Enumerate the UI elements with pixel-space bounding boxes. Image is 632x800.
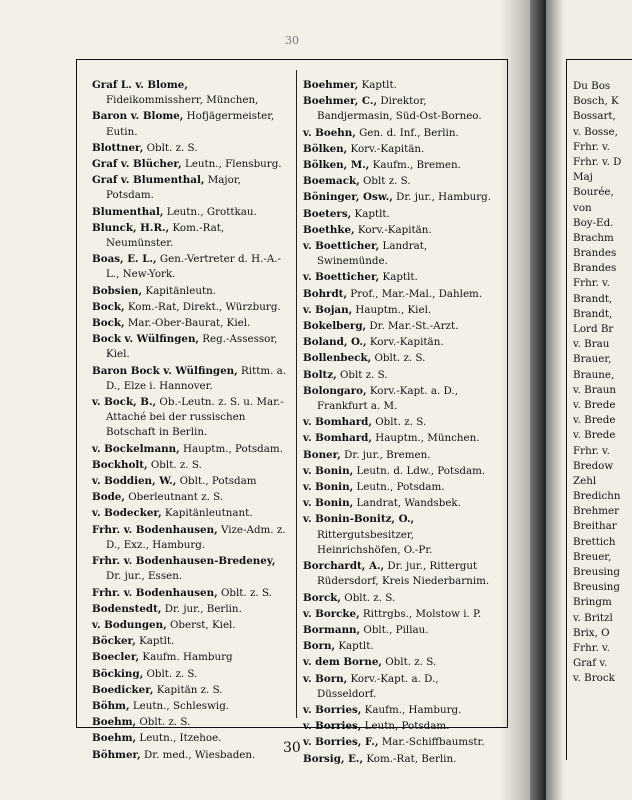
entry-name: Bodenstedt, — [92, 602, 162, 615]
facing-page-fragment: Du Bos — [573, 80, 611, 92]
entry-name: Bode, — [92, 491, 125, 504]
facing-page-fragment: Lord Br — [573, 323, 614, 335]
entry-name: Böhmer, — [92, 748, 141, 761]
entry-name: Böhm, — [92, 699, 130, 712]
directory-entry — [303, 174, 499, 189]
entry-details: Kapitän z. S. — [153, 683, 223, 696]
entry-details: Leutn., Schleswig. — [129, 699, 230, 712]
directory-entry — [92, 667, 288, 682]
entry-details: Kaufm., Bremen. — [369, 159, 461, 172]
entry-details: Kom.-Rat, Berlin. — [363, 752, 457, 765]
entry-name: Graf v. Blücher, — [92, 158, 182, 171]
entry-details: Fideikommissherr, München, — [106, 94, 259, 107]
entry-name: Böcker, — [92, 635, 136, 648]
entry-details: Oblt. z. S. — [341, 591, 396, 604]
facing-page-fragment: v. Brau — [573, 338, 610, 351]
entry-name: Bock, — [92, 317, 125, 330]
entry-name: v. Born, — [303, 672, 348, 685]
directory-entry — [92, 300, 288, 315]
entry-details: Hauptm., München. — [371, 432, 480, 445]
directory-entry — [303, 270, 499, 285]
top-page-number: 30 — [285, 34, 299, 47]
facing-page-fragment: Braune, — [573, 368, 615, 381]
directory-entry — [92, 683, 288, 698]
entry-name: v. Bock, B., — [92, 396, 157, 409]
entry-name: Bockholt, — [92, 458, 148, 471]
entry-details: Leutn. d. Ldw., Potsdam. — [353, 464, 486, 477]
directory-entry — [92, 554, 288, 584]
directory-entry — [303, 239, 499, 269]
entry-name: Borck, — [303, 591, 341, 604]
directory-entry — [92, 748, 288, 763]
entry-name: Böcking, — [92, 667, 144, 680]
directory-entry — [303, 464, 499, 479]
facing-page-fragment: Brauer, — [573, 353, 612, 366]
facing-page-fragment: Breusing — [573, 581, 621, 594]
directory-entry — [303, 368, 499, 383]
directory-entry — [92, 364, 288, 394]
directory-entry — [92, 109, 288, 139]
facing-page-fragment: Bringm — [573, 596, 612, 609]
entry-details: Rittergutsbesitzer, Heinrichshöfen, O.-Pr. — [317, 528, 433, 556]
entry-details: Oblt. z. S. — [371, 416, 427, 429]
entry-details: Mar.-Schiffbaumstr. — [378, 736, 485, 749]
entry-name: v. Bojan, — [303, 303, 353, 316]
entry-name: Bokelberg, — [303, 320, 367, 333]
directory-entry — [303, 496, 499, 511]
facing-page-fragment: Breithar — [573, 520, 617, 533]
entry-details: Korv.-Kapt. a. D., Frankfurt a. M. — [317, 384, 458, 413]
entry-name: v. Bonin, — [303, 481, 354, 494]
entry-details: Gen. d. Inf., Berlin. — [355, 126, 459, 139]
directory-entry — [303, 480, 499, 495]
directory-entry — [303, 351, 499, 366]
directory-entry — [303, 623, 499, 638]
entry-name: Bobsien, — [92, 284, 143, 297]
facing-page-fragment: Bourée, — [573, 186, 614, 199]
entry-name: Boehmer, — [303, 79, 359, 91]
entry-details: Mar.-Ober-Baurat, Kiel. — [124, 317, 251, 330]
directory-entry — [92, 157, 288, 172]
directory-entry — [92, 252, 288, 282]
entry-details: Rittrgbs., Molstow i. P. — [359, 607, 482, 620]
facing-page-fragment: Graf v. — [573, 657, 608, 670]
facing-page-fragment: Frhr. v. — [573, 140, 610, 153]
directory-entry — [92, 442, 288, 457]
directory-entry — [92, 221, 288, 251]
entry-details: Kom.-Rat, Neumünster. — [106, 221, 225, 250]
facing-page-fragment: Brandt, — [573, 307, 613, 320]
facing-page-fragment: Frhr. v. D — [573, 155, 622, 168]
entry-details: Oberst, Kiel. — [166, 618, 236, 631]
directory-entry — [303, 207, 499, 222]
column-divider — [296, 70, 297, 718]
facing-page-fragment: Brandes — [573, 262, 617, 275]
facing-page-fragment: v. Brock — [573, 672, 615, 685]
entry-details: Oblt. z. S. — [381, 656, 437, 669]
entry-details: Vize-Adm. z. D., Exz., Hamburg. — [106, 523, 286, 551]
entry-name: v. Borries, — [303, 720, 362, 733]
facing-page-fragment: Frhr. v. — [573, 444, 610, 457]
directory-entry — [92, 731, 288, 746]
entry-details: Kaptlt. — [379, 271, 418, 284]
directory-entry — [303, 287, 499, 302]
facing-page-fragment: Frhr. v. — [573, 641, 610, 654]
directory-entry — [92, 506, 288, 521]
entry-details: Dr. jur., Hamburg. — [392, 191, 492, 204]
directory-entry — [303, 607, 499, 622]
directory-entry — [92, 602, 288, 617]
directory-entry — [303, 655, 499, 670]
entry-details: Gen.-Vertreter d. H.-A.-L., New-York. — [106, 253, 282, 281]
entry-details: Kaufm., Hamburg. — [361, 703, 462, 716]
entry-name: Graf L. v. Blome, — [92, 79, 188, 91]
facing-page-fragment: Breusing — [573, 566, 621, 578]
directory-entry — [303, 512, 499, 558]
entry-details: Oblt., Potsdam — [176, 475, 257, 488]
entry-details: Leutn., Itzehoe. — [136, 732, 222, 745]
entry-details: Hauptm., Kiel. — [352, 303, 432, 316]
directory-entry — [303, 719, 499, 734]
facing-page-fragment: v. Braun — [573, 383, 617, 396]
directory-entry — [303, 559, 499, 589]
entry-details: Oblt. z. S. — [147, 458, 202, 471]
entry-details: Kapitänleutnant. — [161, 507, 253, 520]
facing-page-fragment: Breuer, — [573, 550, 612, 563]
directory-entry — [303, 639, 499, 654]
entry-name: v. Borries, F., — [303, 736, 379, 749]
entry-name: Boeters, — [303, 207, 352, 220]
entry-details: Hofjägermeister, Eutin. — [106, 110, 275, 138]
facing-page-fragment: Brettich — [573, 535, 616, 548]
entry-name: Böninger, Osw., — [303, 191, 393, 204]
directory-entry — [92, 284, 288, 299]
entry-details: Reg.-Assessor, Kiel. — [106, 333, 278, 361]
facing-page-column — [573, 79, 621, 687]
facing-page-fragment: Frhr. v. — [573, 277, 610, 290]
entry-name: Graf v. Blumenthal, — [92, 174, 205, 187]
directory-entry — [303, 190, 499, 205]
entry-details: Ob.-Leutn. z. S. u. Mar.-Attaché bei der russischen Botschaft in Berlin. — [106, 396, 284, 439]
directory-entry — [92, 141, 288, 156]
entry-name: Bormann, — [303, 623, 361, 636]
facing-page-fragment: v. Britzl — [573, 611, 613, 624]
entry-name: Boas, E. L., — [92, 253, 157, 266]
entry-name: v. Boetticher, — [303, 271, 380, 284]
entry-name: v. Bockelmann, — [92, 442, 180, 455]
entry-details: Korv.-Kapitän. — [354, 223, 432, 236]
entry-name: Bollenbeck, — [303, 352, 372, 365]
entry-name: v. Bomhard, — [303, 416, 372, 429]
facing-page-fragment: Maj — [573, 171, 593, 184]
entry-details: Oblt. z. S. — [143, 141, 198, 154]
directory-entry — [303, 335, 499, 350]
entry-name: v. Bonin, — [303, 497, 354, 510]
entry-details: Leutn., Potsdam. — [353, 481, 445, 494]
entry-details: Oblt. z. S. — [371, 352, 426, 365]
entry-name: Bolongaro, — [303, 384, 367, 397]
entry-details: Hauptm., Potsdam. — [179, 442, 283, 455]
entry-name: v. Borries, — [303, 703, 362, 716]
entry-details: Landrat, Wandsbek. — [353, 497, 461, 510]
entry-name: Frhr. v. Bodenhausen, — [92, 586, 218, 599]
entry-name: Blunck, H.R., — [92, 221, 170, 234]
entry-name: Frhr. v. Bodenhausen-Bredeney, — [92, 555, 276, 568]
entry-name: Blottner, — [92, 141, 144, 154]
facing-page-fragment: Brehmer — [573, 505, 619, 518]
entry-details: Kaptlt. — [358, 79, 397, 91]
directory-entry — [92, 523, 288, 553]
directory-entry — [303, 303, 499, 318]
right-column — [303, 78, 499, 768]
entry-details: Kaptlt. — [351, 207, 390, 220]
entry-name: v. Boddien, W., — [92, 475, 177, 488]
entry-name: Baron v. Blome, — [92, 110, 184, 123]
entry-name: Boltz, — [303, 368, 337, 381]
directory-entry — [92, 395, 288, 441]
entry-name: Boecler, — [92, 651, 140, 664]
entry-details: Dr. jur., Essen. — [106, 570, 183, 583]
facing-page-fragment: v. Brede — [573, 429, 616, 442]
entry-name: Boemack, — [303, 175, 360, 188]
facing-page-fragment: Brandt, — [573, 292, 613, 305]
entry-name: v. Boehn, — [303, 126, 356, 139]
entry-name: v. Bodungen, — [92, 618, 167, 631]
directory-entry — [92, 699, 288, 714]
directory-entry — [92, 474, 288, 489]
entry-details: Prof., Mar.-Mal., Dahlem. — [347, 287, 483, 300]
facing-page-fragment: Bredichn — [573, 490, 621, 503]
directory-entry — [92, 490, 288, 505]
entry-name: Boland, O., — [303, 336, 367, 349]
entry-name: v. Borcke, — [303, 607, 360, 620]
entry-details: Rittm. a. D., Elze i. Hannover. — [106, 364, 287, 392]
directory-entry — [92, 458, 288, 473]
directory-entry — [303, 752, 499, 767]
directory-entry — [92, 650, 288, 665]
directory-entry — [303, 223, 499, 238]
entry-name: Boedicker, — [92, 683, 154, 696]
facing-page-fragment: Bosch, K — [573, 95, 619, 108]
facing-page-fragment: v. Brede — [573, 414, 616, 427]
facing-page-fragment: von — [573, 201, 592, 214]
directory-entry — [92, 173, 288, 203]
entry-name: Bohrdt, — [303, 287, 348, 300]
directory-entry — [303, 415, 499, 430]
entry-name: Boethke, — [303, 223, 355, 236]
entry-name: Borchardt, A., — [303, 560, 385, 573]
page-number: 30 — [283, 740, 301, 756]
entry-details: Oblt. z. S. — [143, 667, 198, 680]
entry-details: Oberleutnant z. S. — [124, 491, 224, 504]
entry-name: v. Bomhard, — [303, 432, 372, 445]
directory-entry — [92, 332, 288, 362]
directory-entry — [303, 158, 499, 173]
entry-details: Leutn., Flensburg. — [181, 158, 282, 171]
entry-details: Dr. med., Wiesbaden. — [140, 748, 256, 761]
entry-name: Bölken, M., — [303, 159, 370, 172]
entry-name: Bölken, — [303, 142, 348, 155]
facing-page-fragment: Boy-Ed. — [573, 216, 614, 229]
directory-entry — [92, 205, 288, 220]
entry-name: Bock v. Wülfingen, — [92, 333, 200, 346]
entry-details: Landrat, Swinemünde. — [317, 240, 428, 268]
directory-entry — [92, 586, 288, 601]
directory-entry — [303, 384, 499, 414]
facing-page-fragment: Brandes — [573, 247, 617, 260]
facing-page-fragment: v. Brede — [573, 398, 616, 411]
entry-details: Korv.-Kapitän. — [347, 142, 425, 155]
facing-page-fragment: v. Bosse, — [573, 125, 618, 138]
entry-details: Direktor, Bandjermasin, Süd-Ost-Borneo. — [317, 95, 482, 123]
directory-entry — [303, 78, 499, 93]
directory-entry — [92, 78, 288, 108]
facing-page-fragment: Bossart, — [573, 110, 616, 123]
directory-entry — [303, 735, 499, 750]
directory-entry — [303, 94, 499, 124]
directory-entry — [303, 142, 499, 157]
entry-name: v. Boetticher, — [303, 240, 380, 253]
directory-entry — [303, 431, 499, 446]
entry-name: Blumenthal, — [92, 205, 164, 218]
directory-entry — [92, 316, 288, 331]
entry-name: v. Bonin-Bonitz, O., — [303, 513, 415, 526]
entry-details: Dr. Mar.-St.-Arzt. — [366, 320, 459, 333]
entry-details: Korv.-Kapitän. — [366, 336, 444, 349]
directory-entry — [92, 618, 288, 633]
directory-entry — [303, 703, 499, 718]
entry-name: Baron Bock v. Wülfingen, — [92, 364, 238, 377]
entry-name: Boehm, — [92, 716, 137, 729]
facing-page-fragment: Bredow — [573, 459, 614, 472]
entry-details: Leutn., Grottkau. — [163, 205, 257, 218]
directory-entry — [303, 448, 499, 463]
entry-name: Born, — [303, 640, 336, 653]
entry-name: v. Bodecker, — [92, 507, 162, 520]
directory-entry — [92, 715, 288, 730]
entry-details: Kaptlt. — [335, 640, 374, 653]
entry-details: Oblt. z. S. — [217, 586, 272, 599]
entry-name: Bock, — [92, 300, 125, 313]
entry-details: Major, Potsdam. — [106, 174, 241, 202]
entry-name: Borsig, E., — [303, 752, 364, 765]
facing-page-fragment: Brix, O — [573, 626, 610, 639]
directory-entry — [92, 634, 288, 649]
directory-entry — [303, 126, 499, 141]
entry-details: Kaptlt. — [135, 635, 175, 648]
entry-details: Kaufm. Hamburg — [139, 651, 233, 664]
facing-page-fragment: Zehl — [573, 474, 597, 487]
entry-details: Kom.-Rat, Direkt., Würzburg. — [124, 300, 281, 313]
entry-name: Frhr. v. Bodenhausen, — [92, 523, 218, 536]
entry-details: Dr. jur., Berlin. — [161, 602, 242, 615]
entry-name: Boner, — [303, 448, 341, 461]
entry-name: v. dem Borne, — [303, 656, 382, 669]
entry-details: Oblt., Pillau. — [360, 623, 429, 636]
entry-details: Korv.-Kapt. a. D., Düsseldorf. — [317, 672, 439, 700]
directory-entry — [303, 319, 499, 334]
entry-details: Leutn, Potsdam. — [361, 720, 450, 733]
entry-details: Kapitänleutn. — [142, 284, 217, 297]
entry-name: Boehm, — [92, 732, 137, 745]
directory-entry — [303, 672, 499, 702]
directory-entry — [303, 591, 499, 606]
facing-page-fragment: Brachm — [573, 231, 614, 244]
entry-details: Dr. jur., Rittergut Rüdersdorf, Kreis Niederbarnim. — [317, 560, 490, 588]
entry-name: v. Bonin, — [303, 464, 354, 477]
entry-details: Oblt z. S. — [336, 368, 388, 381]
entry-details: Oblt. z. S. — [136, 716, 191, 729]
entry-details: Oblt z. S. — [359, 175, 411, 188]
entry-name: Boehmer, C., — [303, 95, 378, 108]
left-column — [92, 78, 288, 764]
entry-details: Dr. jur., Bremen. — [340, 448, 431, 461]
